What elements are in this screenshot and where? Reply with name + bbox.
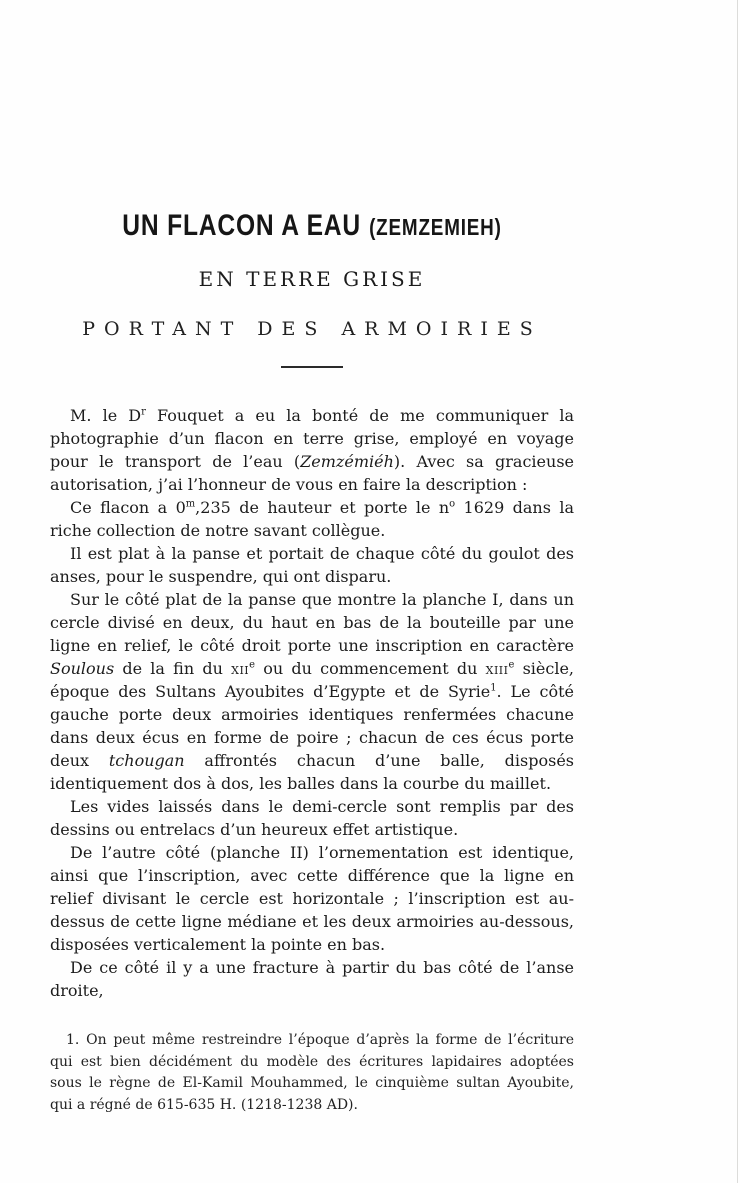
text-segment: r [141, 406, 146, 418]
text-segment: o [449, 498, 456, 510]
text-segment: De ce côté il y a une fracture à partir du bas côté de l’anse droite, [50, 958, 574, 1000]
page-title-main: UN FLACON A EAU [122, 209, 361, 242]
text-segment: Soulous [50, 659, 115, 678]
text-segment: ou du commencement du [255, 659, 486, 678]
text-segment: Zemzémiéh [300, 452, 394, 471]
title-divider [281, 366, 343, 368]
paragraph [50, 588, 574, 795]
text-segment: siècle, époque des Sultans Ayoubites d’Egypte et de Syrie [50, 659, 574, 701]
paragraph [50, 496, 574, 542]
text-segment: de la fin du [114, 659, 232, 678]
text-segment: Il est plat à la panse et portait de chaque côté du goulot des anses, pour le suspendre, qui ont disparu. [50, 544, 574, 586]
title-block [50, 206, 574, 368]
paragraph [50, 1030, 574, 1116]
footnote [50, 1030, 574, 1116]
text-segment: De l’autre côté (planche II) l’ornementation est identique, ainsi que l’inscription, avec cette différence que la ligne en relief divisant le cercle est horizontale ; l’inscription est au-dessus de cette ligne médiane et les deux armoiries au-dessous, disposées verticalement la pointe en bas. [50, 843, 574, 954]
paragraph [50, 956, 574, 1002]
page-title [97, 206, 527, 243]
text-segment: tchougan [108, 751, 185, 770]
text-segment: . Le côté gauche porte deux armoiries identiques renfermées chacune dans deux écus en forme de poire ; chacun de ces écus porte deux [50, 682, 575, 770]
page-subtitle: EN TERRE GRISE [198, 267, 426, 291]
text-segment: ). Avec sa gracieuse autorisation, j’ai l’honneur de vous en faire la description : [50, 452, 574, 494]
text-segment: 1. On peut même restreindre l’époque d’après la forme de l’écriture qui est bien décidément du modèle des écritures lapidaires adoptées sous le règne de El-Kamil Mouhammed, le cinquième sultan Ayoubite, qui a régné de 615-635 H. (1218-1238 AD). [50, 1032, 574, 1113]
paragraph [50, 795, 574, 841]
text-segment: e [508, 659, 515, 671]
page-title-paren: (ZEMZEMIEH) [369, 214, 502, 240]
page-tertiary-title: PORTANT DES ARMOIRIES [82, 318, 542, 340]
text-segment: ,235 de hauteur et porte le n [195, 498, 450, 517]
paragraph [50, 404, 574, 496]
text-segment: Sur le côté plat de la panse que montre la planche I, dans un cercle divisé en deux, du haut en bas de la bouteille par une ligne en relief, le côté droit porte une inscription en caractère [50, 590, 574, 655]
text-segment: xii [231, 659, 250, 678]
text-segment: e [249, 659, 256, 671]
text-segment: 1629 dans la riche collection de notre savant collègue. [50, 498, 575, 540]
text-segment: Ce flacon a 0 [70, 498, 186, 517]
text-segment: xiii [485, 659, 509, 678]
paragraph [50, 542, 574, 588]
text-segment: M. le D [70, 406, 142, 425]
text-segment: m [185, 498, 196, 510]
paragraph [50, 841, 574, 956]
text-segment: Les vides laissés dans le demi-cercle sont remplis par des dessins ou entrelacs d’un heureux effet artistique. [50, 797, 574, 839]
text-segment: 1 [490, 682, 497, 694]
article-body [50, 404, 574, 1002]
text-segment: affrontés chacun d’une balle, disposés identiquement dos à dos, les balles dans la courbe du maillet. [50, 751, 575, 793]
text-segment: Fouquet a eu la bonté de me communiquer la photographie d’un flacon en terre grise, employé en voyage pour le transport de l’eau ( [50, 406, 575, 471]
